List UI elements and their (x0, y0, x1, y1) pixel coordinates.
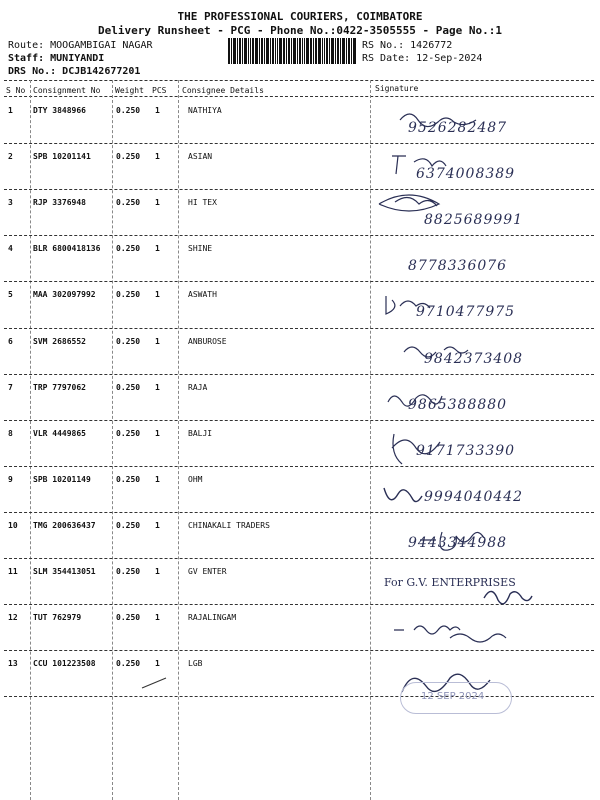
row-consignee: NATHIYA (188, 106, 222, 115)
row-consignment-no: SVM 2686552 (33, 336, 86, 346)
staff-label: Staff: MUNIYANDI (8, 53, 105, 64)
route-label: Route: MOOGAMBIGAI NAGAR (8, 40, 153, 51)
col-separator (30, 80, 31, 800)
row-pcs: 1 (155, 244, 160, 254)
row-consignee: ASWATH (188, 290, 217, 300)
row-signature-phone: 8778336076 (408, 258, 508, 275)
row-signature-phone: 9842373408 (424, 350, 524, 367)
col-header-sno: S No (6, 86, 26, 95)
col-header-weight: Weight (115, 86, 144, 95)
row-consignment-no: DTY 3848966 (33, 106, 86, 115)
row-sno: 13 (8, 659, 18, 669)
drs-number: DRS No.: DCJB142677201 (8, 66, 141, 77)
row-signature-phone: 9171733390 (416, 442, 516, 459)
signature-scribble (378, 290, 578, 320)
row-consignee: HI TEX (188, 198, 217, 208)
rs-number: RS No.: 1426772 (362, 40, 453, 51)
row-weight: 0.250 (116, 567, 141, 576)
row-consignee: OHM (188, 474, 203, 484)
row-pcs: 1 (155, 336, 160, 346)
row-weight: 0.250 (116, 659, 141, 669)
row-divider (4, 420, 594, 421)
row-signature-phone: 6374008389 (416, 166, 516, 183)
row-weight: 0.250 (116, 474, 141, 484)
signature-scribble (380, 110, 580, 140)
row-divider (4, 374, 594, 375)
signature-scribble (416, 528, 600, 558)
row-sno: 7 (8, 382, 13, 392)
row-divider (4, 235, 594, 236)
col-separator (112, 80, 113, 800)
row-consignment-no: CCU 101223508 (33, 659, 96, 669)
row-sno: 10 (8, 520, 18, 530)
row-pcs: 1 (155, 520, 160, 530)
row-sno: 11 (8, 567, 18, 576)
row-consignee: BALJI (188, 428, 213, 438)
row-sno: 9 (8, 474, 13, 484)
date-stamp-text: 12 SEP 2024 (421, 691, 485, 702)
row-pcs: 1 (155, 152, 160, 162)
date-stamp (400, 682, 512, 714)
row-consignment-no: VLR 4449865 (33, 428, 86, 438)
row-consignment-no: SLM 354413051 (33, 567, 96, 576)
row-consignment-no: MAA 302097992 (33, 290, 96, 300)
row-signature-phone: 9865388880 (408, 396, 508, 413)
row-consignment-no: BLR 6800418136 (33, 244, 101, 254)
row-consignee: GV ENTER (188, 567, 227, 576)
signature-scribble (390, 620, 590, 650)
signature-scribble (375, 190, 575, 220)
row-sno: 8 (8, 428, 13, 438)
header-bottom-rule (4, 96, 594, 97)
row-consignee: RAJALINGAM (188, 613, 237, 623)
row-weight: 0.250 (116, 152, 141, 162)
barcode-image (228, 38, 356, 64)
gv-enterprises-stamp: For G.V. ENTERPRISES (384, 576, 516, 589)
row-pcs: 1 (155, 290, 160, 300)
col-header-consignment: Consignment No (33, 86, 101, 95)
col-header-consignee: Consignee Details (182, 86, 264, 95)
col-separator (370, 80, 371, 800)
row-pcs: 1 (155, 567, 160, 576)
row-weight: 0.250 (116, 106, 141, 115)
row-consignee: SHINE (188, 244, 213, 254)
rs-date: RS Date: 12-Sep-2024 (362, 53, 483, 64)
row-divider (4, 558, 594, 559)
col-header-pcs: PCS (152, 86, 167, 95)
row-weight: 0.250 (116, 336, 141, 346)
row-sno: 4 (8, 244, 13, 254)
row-consignment-no: RJP 3376948 (33, 198, 86, 208)
row-consignment-no: TUT 762979 (33, 613, 82, 623)
row-consignee: LGB (188, 659, 203, 669)
tick-mark (140, 676, 170, 690)
company-title: THE PROFESSIONAL COURIERS, COIMBATORE (177, 10, 423, 23)
row-weight: 0.250 (116, 520, 141, 530)
row-sno: 6 (8, 336, 13, 346)
row-pcs: 1 (155, 428, 160, 438)
row-signature-phone: 9994040442 (424, 488, 524, 505)
row-consignee: ANBUROSE (188, 336, 227, 346)
row-pcs: 1 (155, 613, 160, 623)
row-pcs: 1 (155, 659, 160, 669)
row-signature-phone: 9526282487 (408, 120, 508, 136)
runsheet-subtitle: Delivery Runsheet - PCG - Phone No.:0422-3505555 - Page No.:1 (98, 24, 502, 37)
row-weight: 0.250 (116, 244, 141, 254)
signature-scribble (400, 340, 600, 360)
signature-scribble (386, 430, 586, 470)
row-consignment-no: SPB 10201141 (33, 152, 91, 162)
row-consignment-no: TMG 200636437 (33, 520, 96, 530)
row-consignee: CHINAKALI TRADERS (188, 520, 270, 530)
row-pcs: 1 (155, 382, 160, 392)
row-divider (4, 650, 594, 651)
row-weight: 0.250 (116, 613, 141, 623)
row-sno: 1 (8, 106, 13, 115)
row-sno: 12 (8, 613, 18, 623)
row-sno: 2 (8, 152, 13, 162)
signature-scribble (376, 478, 576, 518)
row-weight: 0.250 (116, 428, 141, 438)
row-weight: 0.250 (116, 382, 141, 392)
row-consignee: ASIAN (188, 152, 213, 162)
row-signature-phone: 9710477975 (416, 304, 516, 321)
row-divider (4, 328, 594, 329)
row-pcs: 1 (155, 474, 160, 484)
row-divider (4, 281, 594, 282)
row-sno: 5 (8, 290, 13, 300)
row-consignment-no: TRP 7797062 (33, 382, 86, 392)
row-consignment-no: SPB 10201149 (33, 474, 91, 484)
row-signature-phone: 9443344988 (408, 534, 508, 551)
row-weight: 0.250 (116, 198, 141, 208)
row-consignee: RAJA (188, 382, 208, 392)
header-top-rule (4, 80, 594, 81)
col-separator (178, 80, 179, 800)
col-header-signature: Signature (375, 84, 419, 93)
row-pcs: 1 (155, 198, 160, 208)
row-divider (4, 143, 594, 144)
row-weight: 0.250 (116, 290, 141, 300)
signature-scribble (380, 150, 580, 183)
row-sno: 3 (8, 198, 13, 208)
signature-scribble (480, 586, 540, 606)
signature-scribble (380, 388, 580, 418)
row-pcs: 1 (155, 106, 160, 115)
row-signature-phone: 8825689991 (424, 212, 524, 229)
